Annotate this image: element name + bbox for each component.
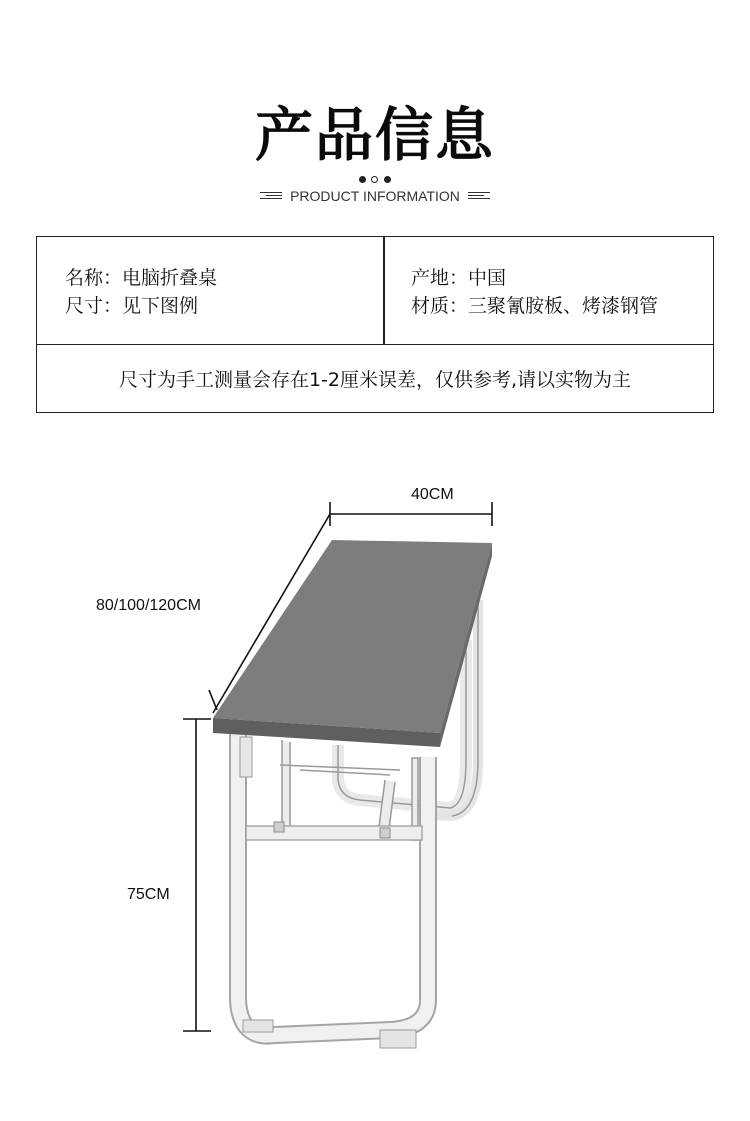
tabletop — [213, 540, 492, 747]
product-origin: 产地：中国 — [411, 267, 507, 289]
width-label: 40CM — [411, 486, 454, 503]
measurement-note: 尺寸为手工测量会存在1-2厘米误差，仅供参考,请以实物为主 — [118, 369, 632, 391]
length-label: 80/100/120CM — [96, 597, 201, 614]
left-decoration-icon — [260, 191, 282, 201]
width-dimension-line — [330, 502, 492, 526]
product-size: 尺寸：见下图例 — [65, 295, 199, 317]
page-title: 产品信息 — [254, 101, 495, 169]
product-name: 名称：电脑折叠桌 — [65, 267, 218, 289]
right-decoration-icon — [468, 191, 490, 201]
product-material: 材质：三聚氰胺板、烤漆钢管 — [411, 295, 659, 317]
column-divider — [383, 237, 385, 344]
product-info-table — [36, 236, 714, 413]
section-subtitle — [0, 186, 750, 206]
folding-desk-illustration — [0, 470, 750, 1090]
height-label: 75CM — [127, 886, 170, 903]
info-row — [37, 237, 713, 345]
subtitle-text: PRODUCT INFORMATION — [290, 188, 460, 204]
height-dimension-line — [183, 719, 211, 1031]
